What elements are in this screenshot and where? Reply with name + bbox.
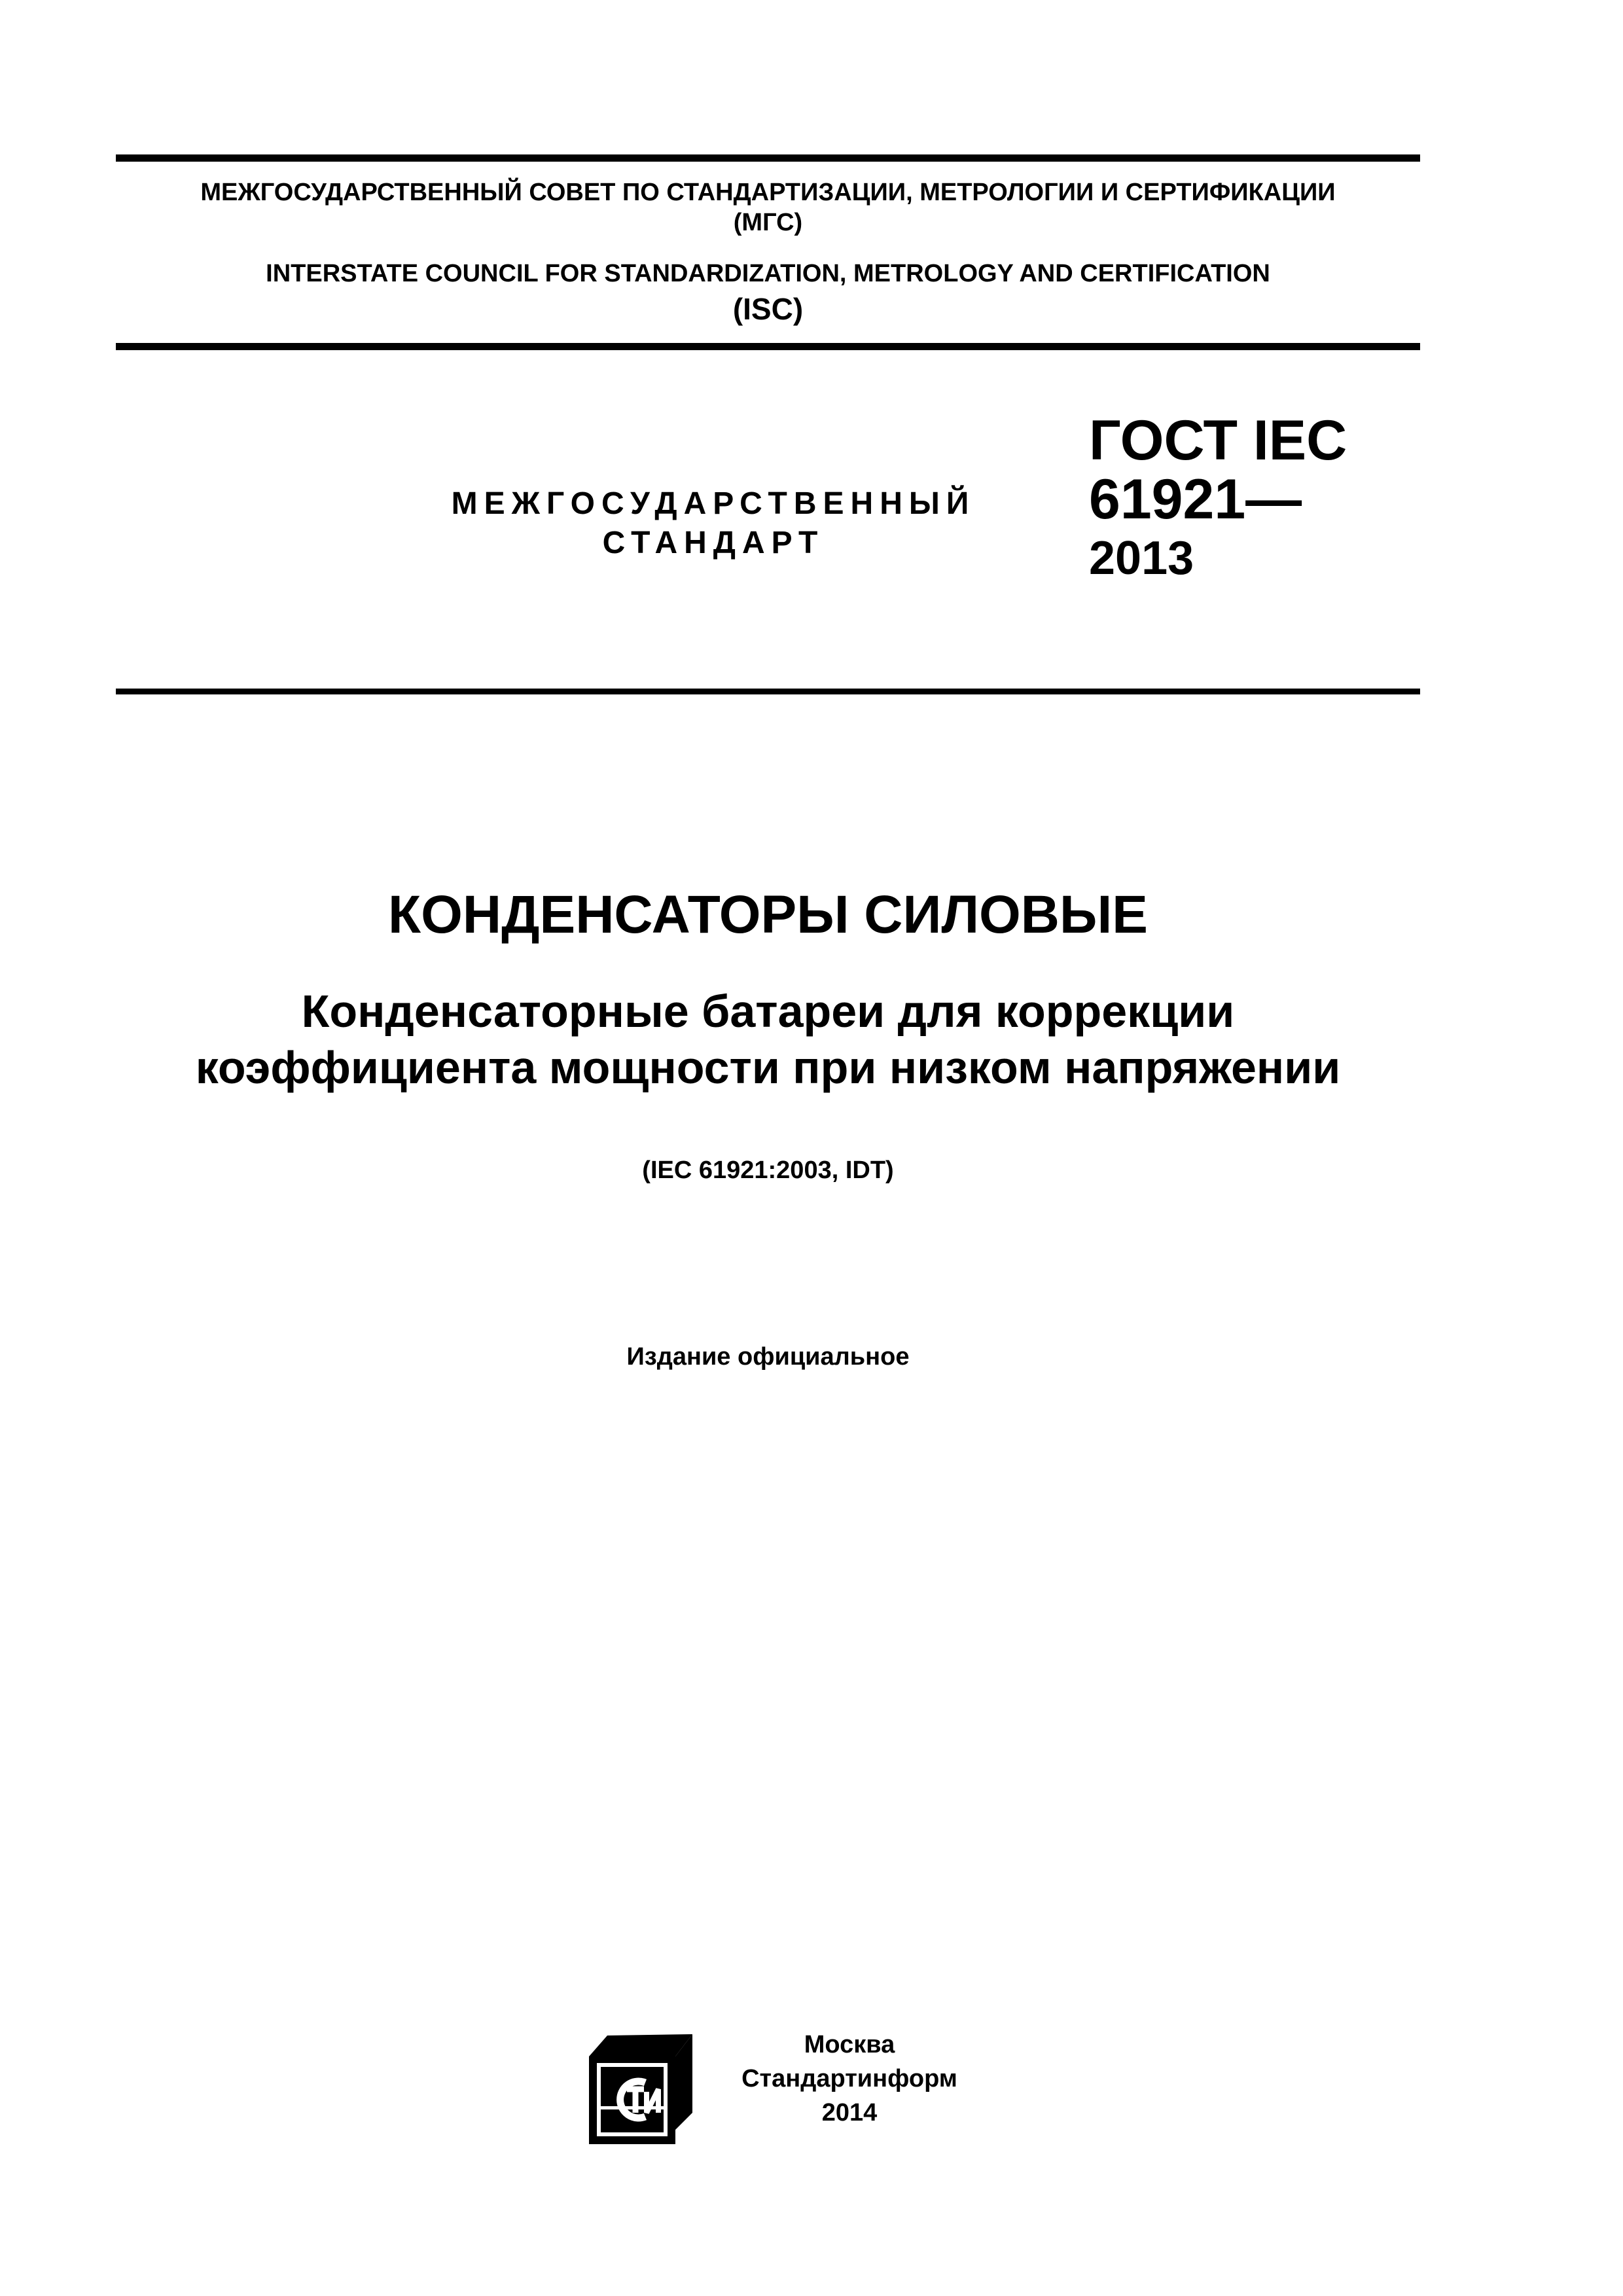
publisher-block (588, 2028, 980, 2145)
standartinform-logo-icon (588, 2032, 696, 2145)
publisher-year: 2014 (821, 2099, 878, 2126)
top-rule (116, 154, 1420, 162)
document-title: КОНДЕНСАТОРЫ СИЛОВЫЕ (388, 885, 1148, 944)
publisher-name: Стандартинформ (741, 2065, 957, 2092)
publisher-city: Москва (804, 2031, 895, 2058)
bottom-rule (116, 689, 1420, 694)
council-name-ru: МЕЖГОСУДАРСТВЕННЫЙ СОВЕТ ПО СТАНДАРТИЗАЦИИ, МЕТРОЛОГИИ И СЕРТИФИКАЦИИ (200, 179, 1336, 206)
edition-note: Издание официальное (626, 1343, 910, 1371)
council-name-en: INTERSTATE COUNCIL FOR STANDARDIZATION, METROLOGY AND CERTIFICATION (266, 260, 1270, 287)
council-abbr-ru: (МГС) (733, 209, 803, 236)
interstate-label-line1: МЕЖГОСУДАРСТВЕННЫЙ (451, 486, 976, 521)
standard-code-year: 2013 (1089, 532, 1194, 584)
document-subtitle (116, 983, 1420, 1096)
interstate-standard-label (419, 484, 1008, 563)
standard-code-line1: ГОСТ IEC (1089, 409, 1347, 472)
document-subtitle-line1: Конденсаторные батареи для коррекции (301, 986, 1235, 1037)
standard-code (1089, 411, 1347, 588)
iec-reference: (IEC 61921:2003, IDT) (642, 1157, 894, 1184)
standard-code-line2: 61921— (1089, 468, 1302, 531)
interstate-label-line2: СТАНДАРТ (602, 526, 825, 560)
council-abbr-en: (ISC) (732, 292, 804, 326)
document-subtitle-line2: коэффициента мощности при низком напряжении (195, 1042, 1341, 1093)
middle-rule (116, 343, 1420, 350)
publisher-text (719, 2028, 980, 2130)
